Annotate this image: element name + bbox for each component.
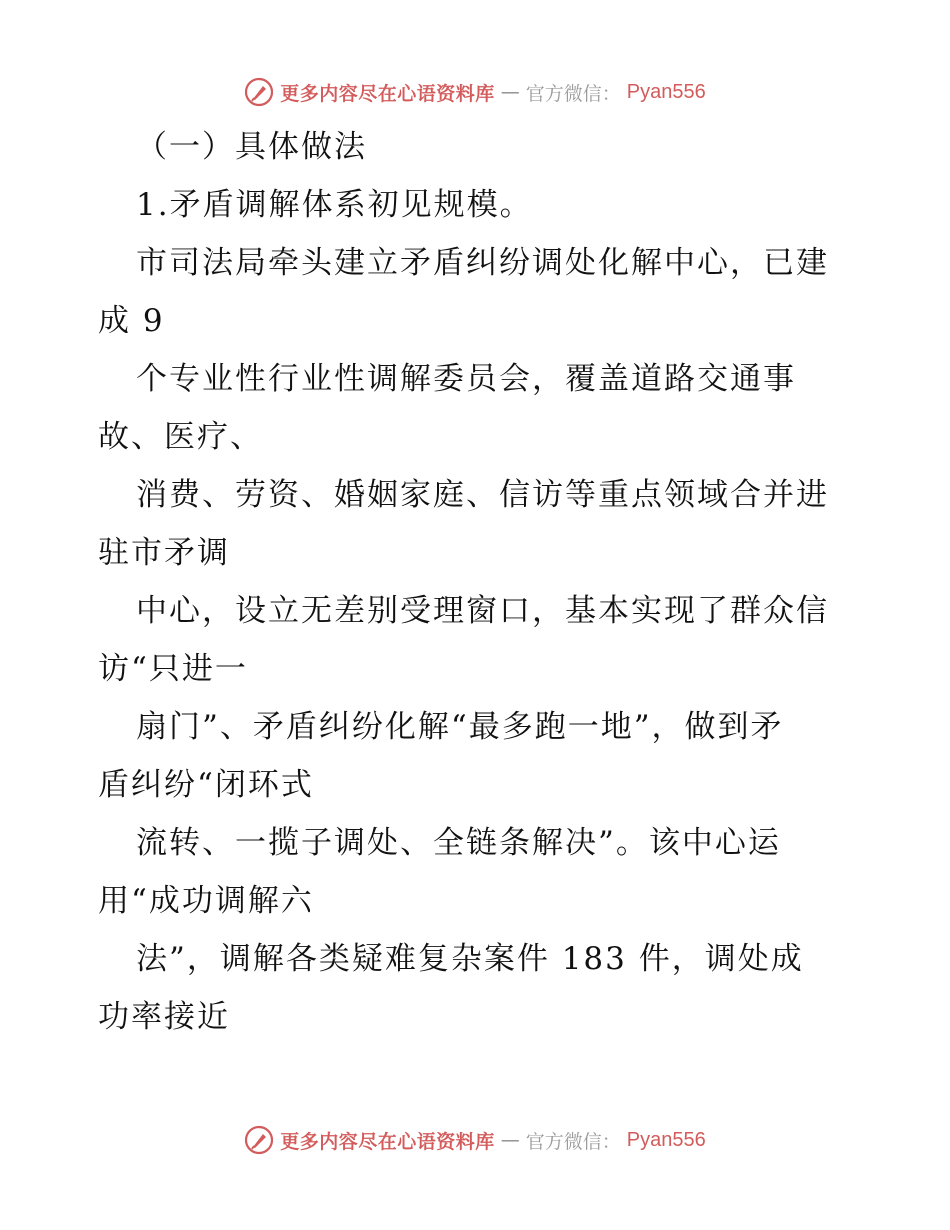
paragraph-line: 扇门”、矛盾纠纷化解“最多跑一地”，做到矛	[136, 709, 784, 745]
paragraph-line: 消费、劳资、婚姻家庭、信访等重点领域合并进	[136, 477, 829, 513]
banner-wechat-label: 官方微信：	[525, 82, 621, 105]
section-heading: （一）具体做法	[136, 129, 367, 165]
banner-wechat-id: Pyan556	[626, 80, 706, 103]
quill-pen-logo-icon	[244, 1125, 274, 1155]
paragraph-line: 市司法局牵头建立矛盾纠纷调处化解中心，已建	[136, 245, 829, 281]
paragraph-line: 驻市矛调	[98, 535, 230, 571]
banner-separator: —	[500, 81, 520, 103]
banner-main-text: 更多内容尽在心语资料库	[280, 82, 495, 105]
paragraph-line: 法”，调解各类疑难复杂案件 183 件，调处成	[136, 941, 804, 977]
paragraph-line: 成 9	[98, 303, 165, 339]
paragraph-line: 个专业性行业性调解委员会，覆盖道路交通事	[136, 361, 796, 397]
paragraph-line: 流转、一揽子调处、全链条解决”。该中心运	[136, 825, 781, 861]
banner-main-text: 更多内容尽在心语资料库	[280, 1130, 495, 1153]
paragraph-line: 中心，设立无差别受理窗口，基本实现了群众信	[136, 593, 829, 629]
header-watermark-banner	[0, 72, 950, 112]
paragraph-line: 功率接近	[98, 999, 230, 1035]
document-body	[98, 118, 858, 1046]
paragraph-line: 故、医疗、	[98, 419, 263, 455]
paragraph-line: 用“成功调解六	[98, 883, 314, 919]
quill-pen-logo-icon	[244, 77, 274, 107]
banner-wechat-id: Pyan556	[626, 1128, 706, 1151]
banner-separator: —	[500, 1129, 520, 1151]
footer-watermark-banner	[0, 1120, 950, 1160]
paragraph-line: 访“只进一	[98, 651, 248, 687]
paragraph-line: 盾纠纷“闭环式	[98, 767, 314, 803]
banner-wechat-label: 官方微信：	[525, 1130, 621, 1153]
subsection-heading: 1.矛盾调解体系初见规模。	[136, 187, 533, 223]
